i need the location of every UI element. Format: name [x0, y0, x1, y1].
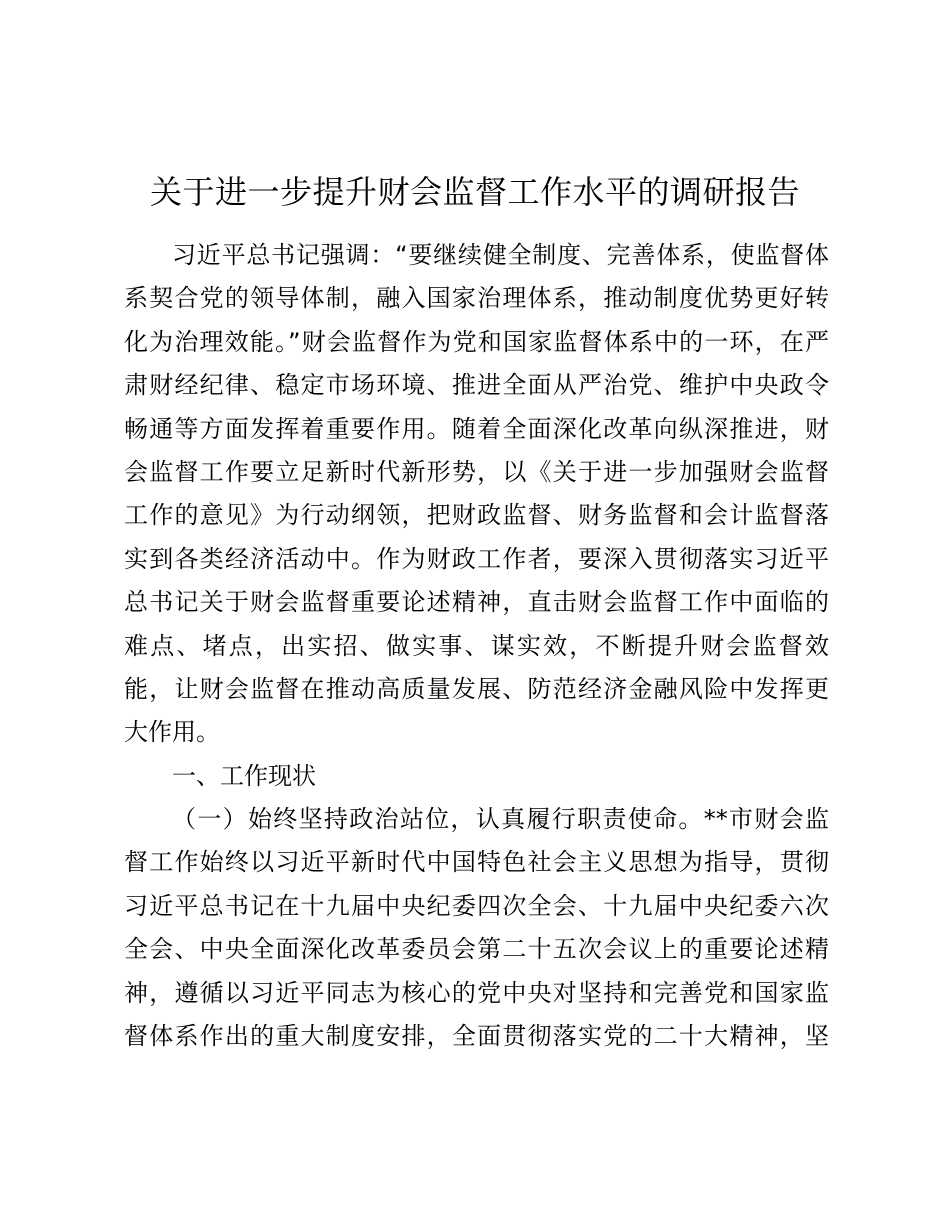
text-line: 全会、中央全面深化改革委员会第二十五次会议上的重要论述精	[124, 935, 829, 964]
text-line: 肃财经纪律、稳定市场环境、推进全面从严治党、维护中央政令	[124, 371, 829, 400]
text-line: 畅通等方面发挥着重要作用。随着全面深化改革向纵深推进，财	[124, 414, 829, 443]
text-line: 工作的意见》为行动纲领，把财政监督、财务监督和会计监督落	[124, 501, 829, 530]
document-body	[124, 234, 829, 1058]
text-line: （一）始终坚持政治站位，认真履行职责使命。**市财会监	[172, 805, 829, 834]
text-line: 实到各类经济活动中。作为财政工作者，要深入贯彻落实习近平	[124, 544, 829, 573]
text-line: 神，遵循以习近平同志为核心的党中央对坚持和完善党和国家监	[124, 978, 829, 1007]
section-heading: 一、工作现状	[172, 761, 316, 790]
text-line: 化为治理效能。”财会监督作为党和国家监督体系中的一环，在严	[124, 327, 829, 356]
text-line: 督体系作出的重大制度安排，全面贯彻落实党的二十大精神，坚	[124, 1022, 829, 1051]
text-line: 会监督工作要立足新时代新形势，以《关于进一步加强财会监督	[124, 457, 829, 486]
text-line: 系契合党的领导体制，融入国家治理体系，推动制度优势更好转	[124, 284, 829, 313]
text-line: 习近平总书记在十九届中央纪委四次全会、十九届中央纪委六次	[124, 891, 829, 920]
document-title: 关于进一步提升财会监督工作水平的调研报告	[149, 173, 800, 211]
text-line: 大作用。	[124, 718, 220, 747]
text-line: 能，让财会监督在推动高质量发展、防范经济金融风险中发挥更	[124, 674, 829, 703]
paragraph-intro	[124, 234, 829, 755]
text-line: 督工作始终以习近平新时代中国特色社会主义思想为指导，贯彻	[124, 848, 829, 877]
text-line: 总书记关于财会监督重要论述精神，直击财会监督工作中面临的	[124, 588, 829, 617]
text-line: 难点、堵点，出实招、做实事、谋实效，不断提升财会监督效	[124, 631, 829, 660]
text-line: 习近平总书记强调：“要继续健全制度、完善体系，使监督体	[172, 241, 829, 269]
paragraph-section1	[124, 798, 829, 1058]
